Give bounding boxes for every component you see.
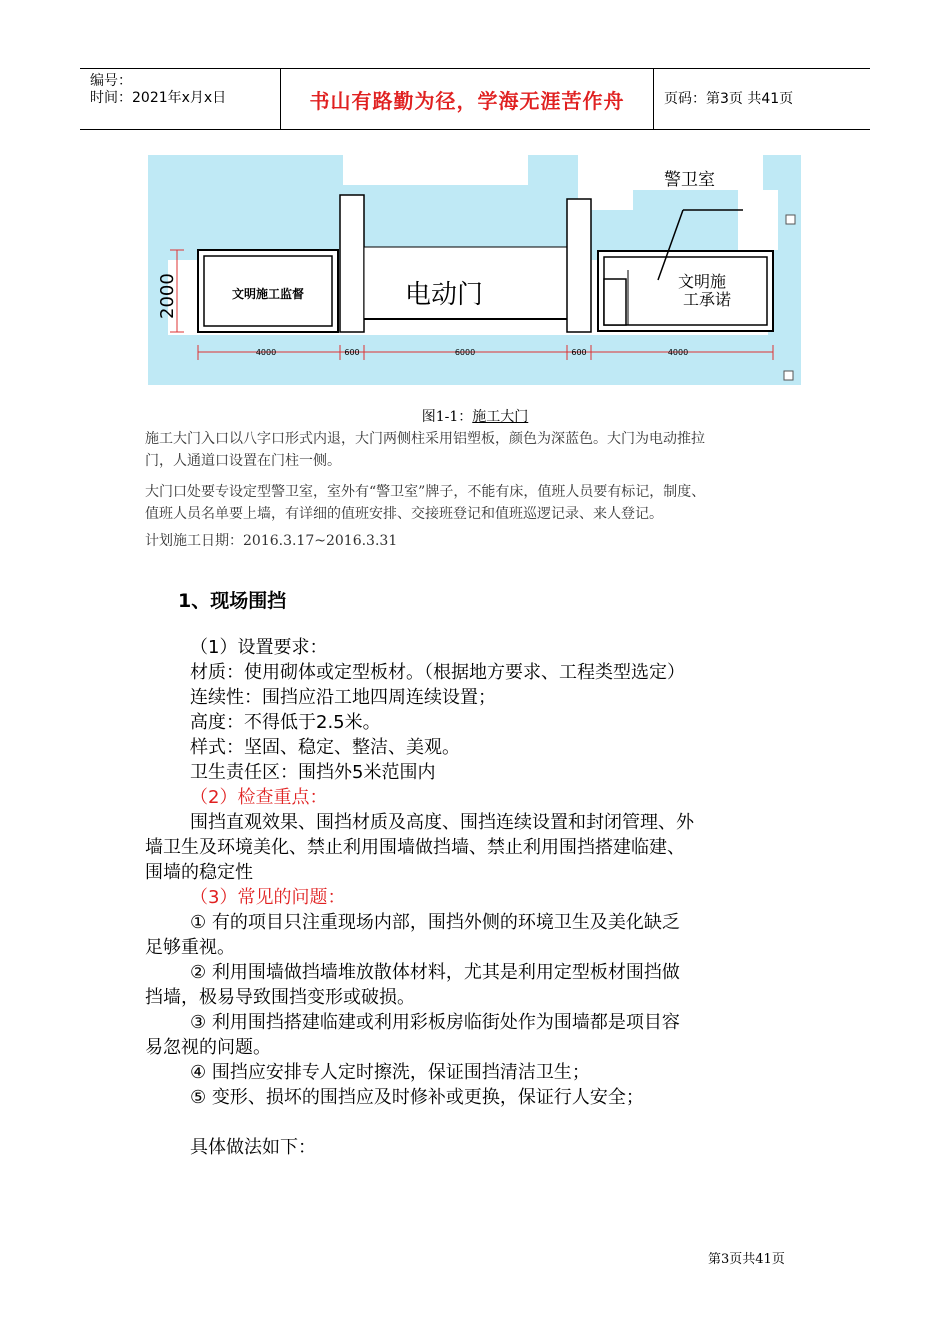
right-pillar [567,199,591,332]
subsection-1-title: （1）设置要求： [190,637,328,658]
right-board-label-1: 文明施 [678,272,727,291]
requirement-style: 样式：坚固、稳定、整洁、美观。 [190,737,460,758]
dim-label-4: 600 [571,348,587,357]
problem-2-line-1: ② 利用围墙做挡墙堆放散体材料，尤其是利用定型板材围挡做 [190,962,680,983]
requirement-hygiene: 卫生责任区：围挡外5米范围内 [190,762,436,783]
intro-p2-line2: 值班人员名单要上墙，有详细的值班安排、交接班登记和值班巡逻记录、来人登记。 [145,506,663,522]
intro-p1-line2: 门，人通道口设置在门柱一侧。 [145,453,341,469]
header-page-cell [654,69,870,129]
problem-1-line-1: ① 有的项目只注重现场内部，围挡外侧的环境卫生及美化缺乏 [190,912,680,933]
gate-diagram-svg [148,155,801,385]
method-intro: 具体做法如下： [190,1137,316,1158]
problem-5: ⑤ 变形、损坏的围挡应及时修补或更换，保证行人安全； [190,1087,644,1108]
requirement-material: 材质：使用砌体或定型板材。（根据地方要求、工程类型选定） [190,662,685,683]
requirement-continuity: 连续性：围挡应沿工地四周连续设置； [190,687,496,708]
header-page-info: 页码：第3页 共41页 [664,91,794,107]
page-header [80,68,870,130]
intro-paragraph-2 [145,481,815,525]
problem-2-line-2: 挡墙，极易导致围挡变形或破损。 [145,987,415,1008]
check-line-3: 围墙的稳定性 [145,862,253,883]
dim-label-1: 4000 [255,348,277,357]
intro-paragraph-1 [145,428,815,472]
figure-caption [0,406,950,426]
doc-number-label: 编号： [90,73,132,89]
intro-p2-line1: 大门口处要专设定型警卫室，室外有“警卫室”牌子，不能有床，值班人员要有标记，制度、 [145,484,706,500]
guard-room-label: 警卫室 [664,170,715,190]
plan-date: 计划施工日期：2016.3.17~2016.3.31 [145,533,398,549]
check-line-1: 围挡直观效果、围挡材质及高度、围挡连续设置和封闭管理、外 [190,812,694,833]
problem-3-line-2: 易忽视的问题。 [145,1037,271,1058]
left-board-label: 文明施工监督 [231,287,305,301]
page-footer: 第3页共41页 [708,1252,785,1267]
subsection-3-title: （3）常见的问题： [190,887,346,908]
check-line-2: 墙卫生及环境美化、禁止利用围墙做挡墙、禁止利用围挡搭建临建、 [145,837,685,858]
header-motto-cell [281,69,654,129]
section-title: 1、现场围挡 [178,590,287,612]
header-left-cell [80,69,281,129]
right-board-label-2: 工承诺 [683,290,732,309]
figure-caption-title: 施工大门 [472,409,529,425]
left-pillar [340,195,364,332]
intro-p1-line1: 施工大门入口以八字口形式内退，大门两侧柱采用铝塑板，颜色为深蓝色。大门为电动推拉 [145,431,705,447]
requirement-height: 高度：不得低于2.5米。 [190,712,381,733]
gate-diagram [148,155,801,385]
problem-3-line-1: ③ 利用围挡搭建临建或利用彩板房临街处作为围墙都是项目容 [190,1012,680,1033]
problem-1-line-2: 足够重视。 [145,937,235,958]
doc-time-label: 时间：2021年x月x日 [90,90,227,106]
problem-4: ④ 围挡应安排专人定时擦洗，保证围挡清洁卫生； [190,1062,590,1083]
header-motto: 书山有路勤为径，学海无涯苦作舟 [309,88,625,113]
figure-caption-prefix: 图1-1： [421,409,473,425]
subsection-2-title: （2）检查重点： [190,787,328,808]
gate-label: 电动门 [404,280,484,310]
dim-label-5: 4000 [667,348,689,357]
dim-label-3: 6000 [454,348,476,357]
height-dimension-label: 2000 [157,273,178,319]
dim-label-2: 600 [344,348,360,357]
